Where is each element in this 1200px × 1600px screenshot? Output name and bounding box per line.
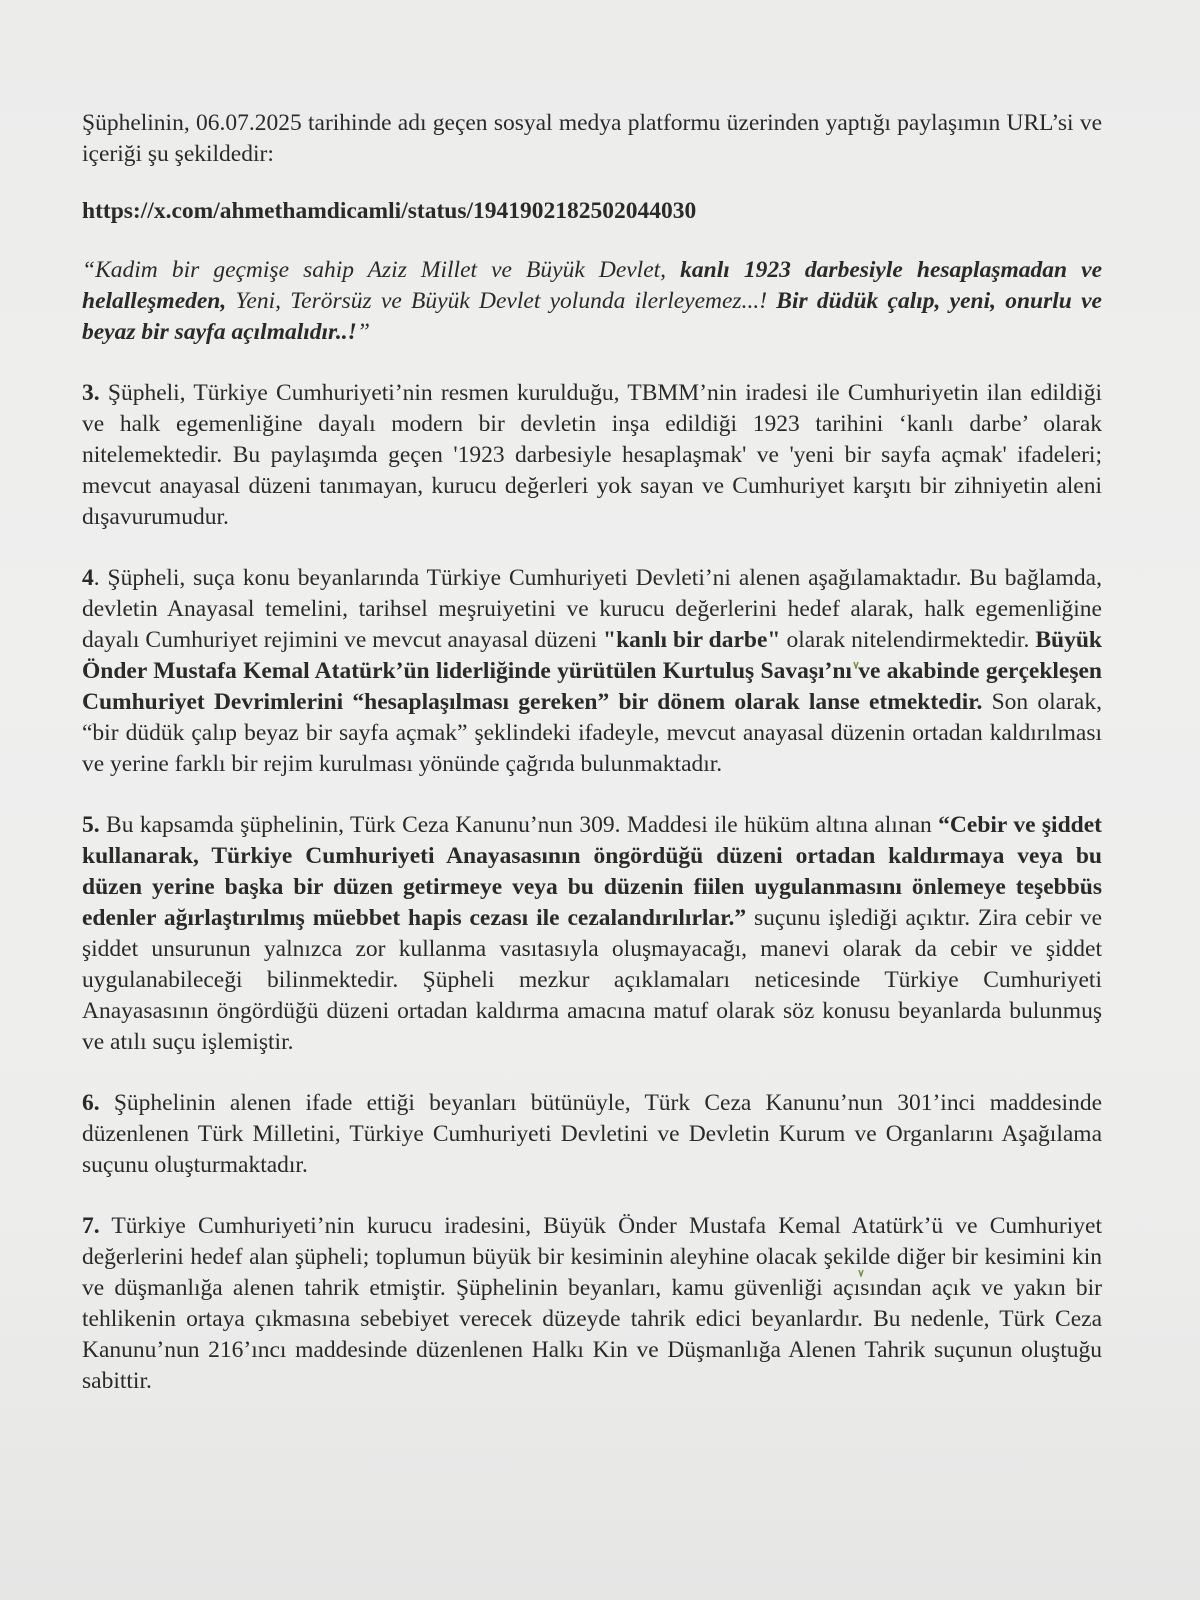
intro-paragraph <box>82 108 1102 170</box>
paragraph-5-text-1: Bu kapsamda şüphelinin, Türk Ceza Kanunu’nun 309. Maddesi ile hüküm altına alınan <box>99 812 939 838</box>
paragraph-5-bold-1: “Cebir ve şiddet kullanarak, Türkiye Cumhuriyeti Anayasasının öngördüğü düzeni ortadan kaldırmaya veya bu düzen yerine başka bir düzen getirmeye veya bu düzenin fiilen uygulanmasını önlemeye teşebbüs edenler ağırlaştırılmış müebbet hapis cezası ile cezalandırılırlar.” <box>82 812 1102 931</box>
paragraph-7-number: 7. <box>82 1213 100 1239</box>
quote-close: ” <box>356 319 370 345</box>
pen-mark-icon <box>853 661 859 669</box>
paragraph-5-number: 5. <box>82 812 100 838</box>
paragraph-4-bold-1: "kanlı bir darbe" <box>603 627 781 653</box>
intro-text: Şüphelinin, 06.07.2025 tarihinde adı geçen sosyal medya platformu üzerinden yaptığı paylaşımın URL’si ve içeriği şu şekildedir: <box>82 110 1102 167</box>
source-url <box>82 196 1102 227</box>
url-text: https://x.com/ahmethamdicamli/status/1941902182502044030 <box>82 198 697 224</box>
paragraph-6-number: 6. <box>82 1090 100 1116</box>
paragraph-4-number: 4 <box>82 565 94 591</box>
paragraph-3-text: Şüpheli, Türkiye Cumhuriyeti’nin resmen kurulduğu, TBMM’nin iradesi ile Cumhuriyetin ilan edildiği ve halk egemenliğine dayalı modern bir devletin inşa edildiği 1923 tarihini ‘kanlı darbe’ olarak nitelemektedir. Bu paylaşımda geçen '1923 darbesiyle hesaplaşmak' ve 'yeni bir sayfa açmak' ifadeleri; mevcut anayasal düzeni tanımayan, kurucu değerleri yok sayan ve Cumhuriyet karşıtı bir zihniyetin aleni dışavurumudur. <box>82 380 1102 530</box>
quote-open: “Kadim bir geçmişe sahip Aziz Millet ve Büyük Devlet, <box>82 257 681 283</box>
paragraph-4-bold-2: Büyük Önder Mustafa Kemal Atatürk’ün liderliğinde yürütülen Kurtuluş Savaşı’nı ve akabinde gerçekleşen Cumhuriyet Devrimlerini “hesaplaşılması gereken” bir dönem olarak lanse etmektedir. <box>82 627 1102 715</box>
paragraph-4-text-3: Son olarak, “bir düdük çalıp beyaz bir sayfa açmak” şeklindeki ifadeyle, mevcut anayasal düzenin ortadan kaldırılması ve yerine farklı bir rejim kurulması yönünde çağrıda bulunmaktadır. <box>82 689 1102 777</box>
paragraph-6-text: Şüphelinin alenen ifade ettiği beyanları bütünüyle, Türk Ceza Kanunu’nun 301’inci maddesinde düzenlenen Türk Milletini, Türkiye Cumhuriyeti Devletini ve Devletin Kurum ve Organlarını Aşağılama suçunu oluşturmaktadır. <box>82 1090 1102 1178</box>
paragraph-7-text: Türkiye Cumhuriyeti’nin kurucu iradesini, Büyük Önder Mustafa Kemal Atatürk’ü ve Cumhuriyet değerlerini hedef alan şüpheli; toplumun büyük bir kesiminin aleyhine olacak şekilde diğer bir kesimini kin ve düşmanlığa alenen tahrik etmiştir. Şüphelinin beyanları, kamu güvenliği açısından açık ve yakın bir tehlikenin ortaya çıkmasına sebebiyet verecek düzeyde tahrik edici beyanlardır. Bu nedenle, Türk Ceza Kanunu’nun 216’ıncı maddesinde düzenlenen Halkı Kin ve Düşmanlığa Alenen Tahrik suçunun oluştuğu sabittir. <box>82 1213 1102 1394</box>
paragraph-5-text-2: suçunu işlediği açıktır. Zira cebir ve şiddet unsurunun yalnızca zor kullanma vasıtasıyla oluşmayacağı, manevi olarak da cebir ve şiddet uygulanabileceği bilinmektedir. Şüpheli mezkur açıklamaları neticesinde Türkiye Cumhuriyeti Anayasasının öngördüğü düzeni ortadan kaldırma amacına matuf olarak söz konusu beyanlarda bulunmuş ve atılı suçu işlemiştir. <box>82 905 1103 1055</box>
paragraph-3 <box>82 378 1102 533</box>
paragraph-4-text-2: olarak nitelendirmektedir. <box>780 627 1036 653</box>
document-body <box>82 108 1102 1427</box>
quote-bold-2: Bir düdük çalıp, yeni, onurlu ve beyaz bir sayfa açılmalıdır..! <box>82 288 1102 345</box>
quote-bold-1: kanlı 1923 darbesiyle hesaplaşmadan ve helalleşmeden, <box>82 257 1102 314</box>
paragraph-4 <box>82 563 1102 780</box>
paragraph-3-number: 3. <box>82 380 100 406</box>
quoted-post <box>82 255 1102 348</box>
paragraph-7 <box>82 1211 1102 1397</box>
paragraph-5 <box>82 810 1102 1058</box>
pen-mark-icon <box>858 1269 864 1277</box>
quote-mid: Yeni, Terörsüz ve Büyük Devlet yolunda ilerleyemez...! <box>226 288 777 314</box>
paragraph-4-text-1: . Şüpheli, suça konu beyanlarında Türkiye Cumhuriyeti Devleti’ni alenen aşağılamaktadır. Bu bağlamda, devletin Anayasal temelini, tarihsel meşruiyetini ve kurucu değerlerini hedef alarak, halk egemenliğine dayalı Cumhuriyet rejimini ve mevcut anayasal düzeni <box>82 565 1102 653</box>
paragraph-6 <box>82 1088 1102 1181</box>
